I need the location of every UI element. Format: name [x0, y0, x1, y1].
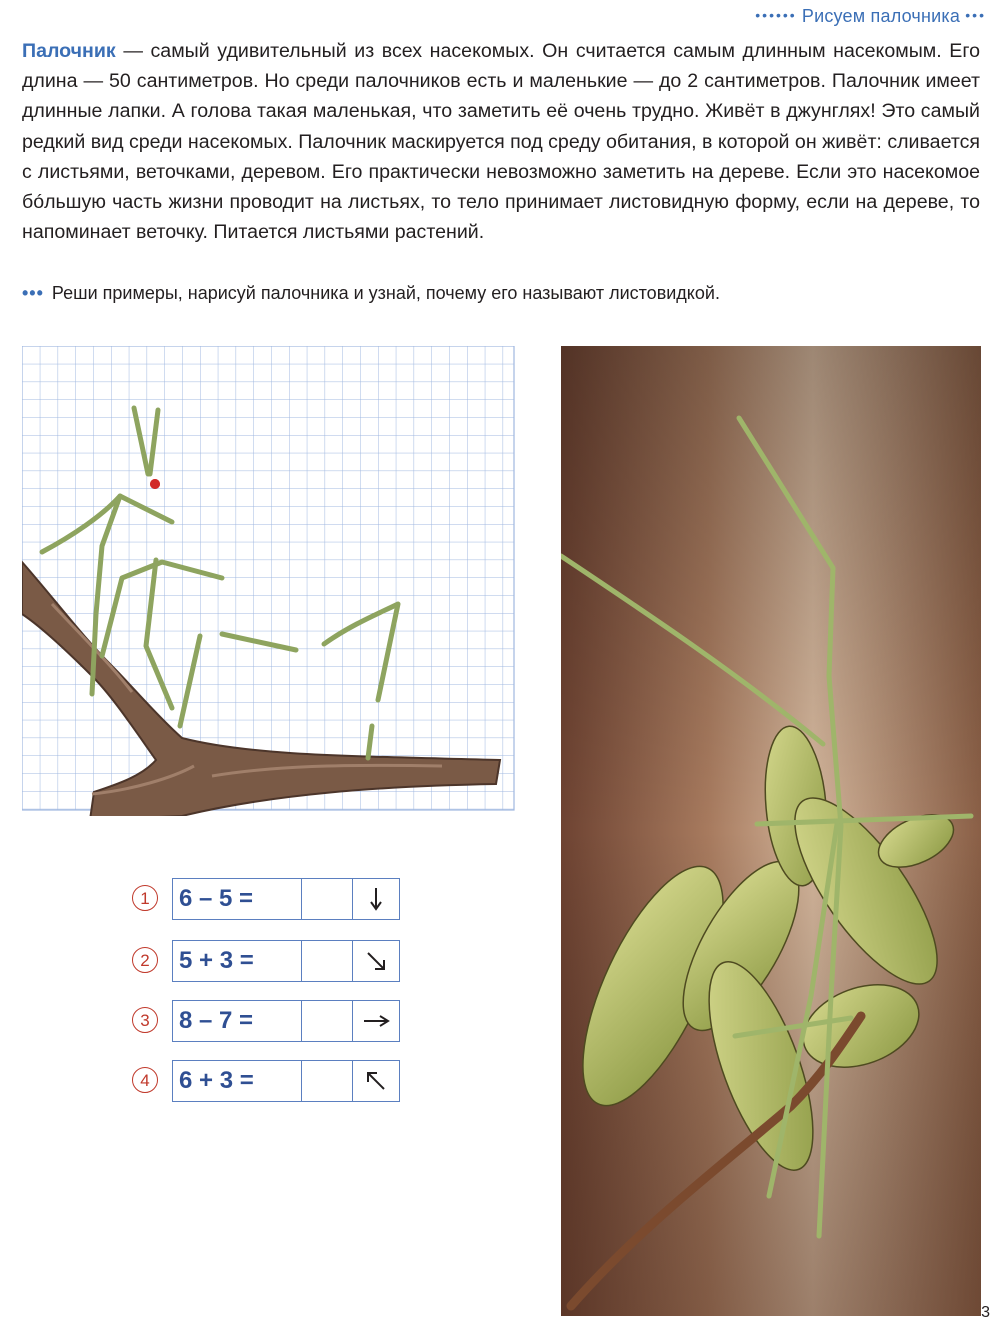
exercise-expression: 5 + 3 =: [173, 941, 302, 981]
exercise-row: [132, 940, 402, 982]
page-number: 3: [981, 1304, 990, 1321]
answer-cell[interactable]: [302, 1061, 353, 1101]
down-arrow-icon: [353, 879, 399, 919]
grid-drawing-area: [22, 346, 522, 816]
exercise-box: [172, 1060, 400, 1102]
intro-text: — самый удивительный из всех насекомых. Он считается самым длинным насекомым. Его длина — 50 сантиметров. Но среди палочников есть и маленькие — до 2 сантиметров. Палочник имеет длинные лапки. А голова такая маленькая, что заметить её очень трудно. Живёт в джунглях! Это самый редкий вид среди насекомых. Палочник маскируется под среду обитания, в которой он живёт: сливается с листьями, веточками, деревом. Его практически невозможно заметить на дереве. Если это насекомое бóльшую часть жизни проводит на листьях, то тело принимает листовидную форму, если на дереве, то напоминает веточку. Питается листьями растений.: [22, 40, 980, 244]
exercise-number: 4: [132, 1067, 158, 1093]
exercise-expression: 6 – 5 =: [173, 879, 302, 919]
intro-paragraph: [22, 36, 980, 247]
red-start-point: [150, 479, 160, 489]
exercise-box: [172, 878, 400, 920]
stick-insect-photo: [561, 346, 981, 1316]
section-title: Рисуем палочника: [801, 6, 961, 26]
exercise-expression: 6 + 3 =: [173, 1061, 302, 1101]
exercise-number: 3: [132, 1007, 158, 1033]
right-arrow-icon: [353, 1001, 399, 1041]
answer-cell[interactable]: [302, 941, 353, 981]
exercise-row: [132, 878, 402, 920]
up-left-arrow-icon: [353, 1061, 399, 1101]
task-bullet-icon: •••: [22, 283, 44, 303]
exercise-number: 1: [132, 885, 158, 911]
intro-term: Палочник: [22, 40, 116, 62]
exercise-box: [172, 1000, 400, 1042]
exercise-expression: 8 – 7 =: [173, 1001, 302, 1041]
down-right-arrow-icon: [353, 941, 399, 981]
answer-cell[interactable]: [302, 879, 353, 919]
exercise-row: [132, 1060, 402, 1102]
task-instruction-line: [22, 283, 720, 304]
header-dots-left: ••••••: [755, 7, 797, 23]
exercise-row: [132, 1000, 402, 1042]
exercise-number: 2: [132, 947, 158, 973]
header-dots-right: •••: [965, 7, 986, 23]
answer-cell[interactable]: [302, 1001, 353, 1041]
task-instruction: Реши примеры, нарисуй палочника и узнай, почему его называют листовидкой.: [51, 283, 720, 303]
grid-paper: [22, 346, 514, 810]
section-header: [755, 6, 986, 27]
exercise-box: [172, 940, 400, 982]
